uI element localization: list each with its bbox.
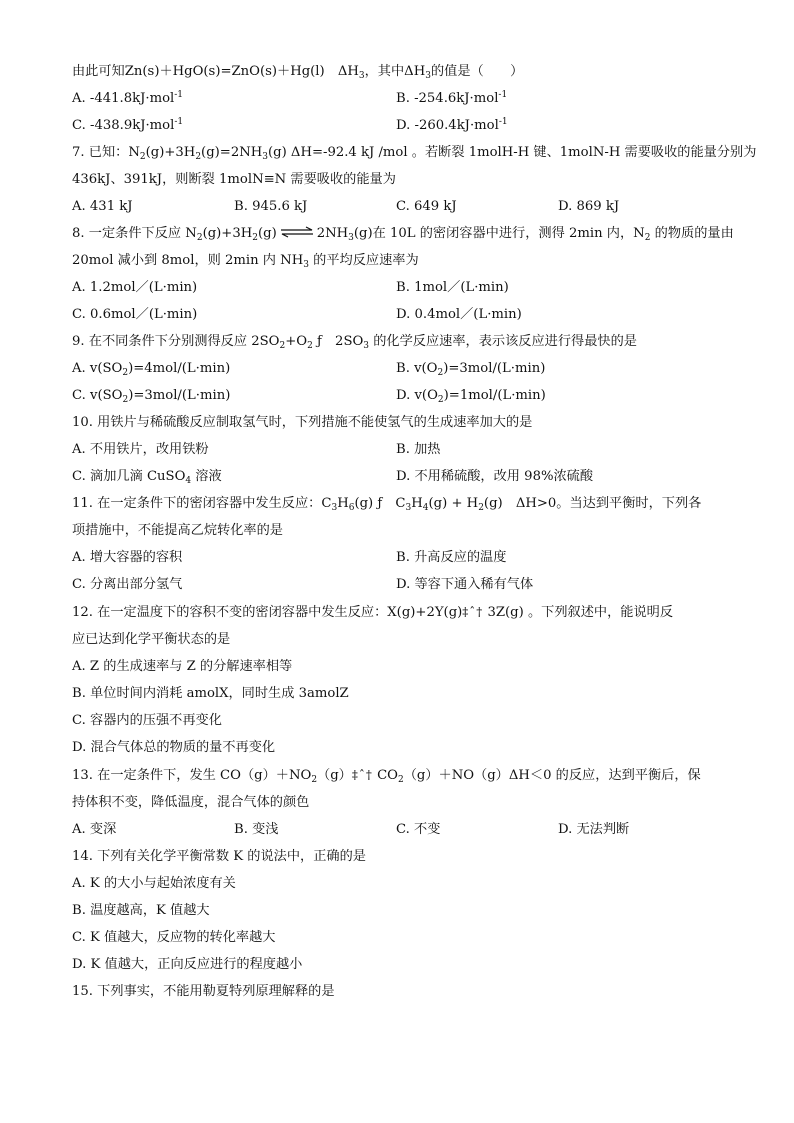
subscript: 2	[122, 368, 129, 378]
text-segment: CO	[372, 768, 398, 783]
text-segment: D. v(O	[396, 388, 438, 403]
text-segment: （g）	[317, 768, 352, 783]
q9-option-b[interactable]	[396, 355, 545, 382]
text-segment: 的平均反应速率为	[308, 253, 419, 268]
q8-option-b[interactable]: B. 1mol／(L·min)	[396, 280, 509, 295]
text-segment: H	[337, 496, 349, 511]
q8-stem-line-2	[72, 247, 722, 274]
text-segment: (g) + H	[428, 496, 479, 511]
q10-option-b[interactable]: B. 加热	[396, 442, 441, 457]
q13-option-b[interactable]: B. 变浅	[234, 822, 279, 837]
q9-options-row-2	[72, 382, 722, 409]
subscript: 2	[252, 233, 258, 243]
q14-stem: 14. 下列有关化学平衡常数 K 的说法中，正确的是	[72, 849, 366, 864]
text-segment: )=1mol/(L·min)	[443, 388, 546, 403]
q12-option-d[interactable]: D. 混合气体总的物质的量不再变化	[72, 740, 276, 755]
superscript: -1	[174, 90, 184, 100]
text-segment: A. v(SO	[72, 361, 123, 376]
q6-options-row-2	[72, 112, 722, 139]
text-segment: (g)在 10L 的密闭容器中进行，测得 2min 内，N	[353, 226, 645, 241]
text-segment: 11. 在一定条件下的密闭容器中发生反应：C	[72, 496, 332, 511]
q13-option-c[interactable]: C. 不变	[396, 822, 441, 837]
q10-option-c[interactable]	[72, 463, 222, 490]
q12-option-b[interactable]: B. 单位时间内消耗 amolX，同时生成 3amolZ	[72, 686, 349, 701]
text-segment: 3Z(g) 。下列叙述中，能说明反	[483, 605, 674, 620]
q12-option-a[interactable]: A. Z 的生成速率与 Z 的分解速率相等	[72, 659, 293, 674]
text-segment: 2NH	[316, 226, 349, 241]
q7-stem-line-1	[72, 139, 757, 166]
subscript: 4	[422, 503, 429, 513]
q13-option-a[interactable]: A. 变深	[72, 822, 117, 837]
q7-stem-line-2: 436kJ、391kJ，则断裂 1molN≡N 需要吸收的能量为	[72, 172, 396, 187]
superscript: -1	[498, 117, 508, 127]
q6-option-a[interactable]	[72, 85, 183, 112]
text-segment: (g)+3H	[202, 226, 253, 241]
subscript: 6	[348, 503, 355, 513]
q10-option-d[interactable]: D. 不用稀硫酸，改用 98%浓硫酸	[396, 469, 594, 484]
subscript: 3	[348, 233, 354, 243]
subscript: 3	[303, 260, 309, 270]
q11-option-a[interactable]: A. 增大容器的容积	[72, 550, 183, 565]
q9-option-a[interactable]	[72, 355, 230, 382]
subscript: 2	[307, 341, 313, 351]
text-segment: (g)=2NH	[201, 145, 263, 160]
text-segment: 20mol 减小到 8mol，则 2min 内 NH	[72, 253, 304, 268]
q8-option-a[interactable]: A. 1.2mol／(L·min)	[72, 280, 198, 295]
text-segment: B. v(O	[396, 361, 438, 376]
q13-stem-line-1	[72, 761, 722, 789]
subscript: 3	[358, 71, 365, 81]
subscript: 4	[185, 476, 192, 486]
q8-options-row-2	[72, 301, 722, 328]
q14-option-b[interactable]: B. 温度越高，K 值越大	[72, 903, 210, 918]
q9-options-row-1	[72, 355, 722, 382]
subscript: 2	[311, 775, 318, 785]
q8-option-c[interactable]: C. 0.6mol／(L·min)	[72, 307, 198, 322]
q12-stem-line-2: 应已达到化学平衡状态的是	[72, 632, 231, 647]
text-segment: ƒ 2SO	[312, 334, 364, 349]
subscript: 2	[437, 395, 444, 405]
subscript: 2	[279, 341, 286, 351]
q6-stem-tail	[72, 58, 722, 85]
text-segment: +O	[285, 334, 308, 349]
text-segment: 7. 已知：N	[72, 145, 140, 160]
q14-option-a[interactable]: A. K 的大小与起始浓度有关	[72, 876, 236, 891]
q15-stem: 15. 下列事实，不能用勒夏特列原理解释的是	[72, 984, 335, 999]
q10-option-a[interactable]: A. 不用铁片，改用铁粉	[72, 442, 209, 457]
subscript: 2	[478, 503, 484, 513]
text-segment: (g) ΔH=-92.4 kJ /mol 。若断裂 1molH-H 键、1molN-H 需要吸收的能量分别为	[268, 145, 757, 160]
text-segment: 12. 在一定温度下的容积不变的密闭容器中发生反应：X(g)+2Y(g)	[72, 605, 463, 620]
text-segment: )=3mol/(L·min)	[443, 361, 546, 376]
text-segment: 的物质的量由	[650, 226, 734, 241]
text-segment: H	[411, 496, 423, 511]
subscript: 3	[405, 503, 412, 513]
q7-options-row	[72, 193, 722, 220]
q11-option-d[interactable]: D. 等容下通入稀有气体	[396, 577, 534, 592]
q10-stem: 10. 用铁片与稀硫酸反应制取氢气时，下列措施不能使氢气的生成速率加大的是	[72, 415, 533, 430]
subscript: 2	[122, 395, 129, 405]
q7-option-c[interactable]: C. 649 kJ	[396, 199, 457, 214]
subscript: 2	[196, 233, 203, 243]
q9-option-c[interactable]	[72, 382, 230, 409]
text-segment: )=3mol/(L·min)	[128, 388, 231, 403]
superscript: -1	[174, 117, 184, 127]
text-segment: (g)+3H	[145, 145, 196, 160]
text-segment: ，其中ΔH	[364, 64, 426, 79]
q6-options-row-1	[72, 85, 722, 112]
subscript: 3	[425, 71, 431, 81]
subscript: 2	[644, 233, 651, 243]
q7-option-d[interactable]: D. 869 kJ	[558, 199, 620, 214]
q7-option-b[interactable]: B. 945.6 kJ	[234, 199, 308, 214]
q8-stem-line-1	[72, 220, 734, 247]
q11-stem-line-2: 项措施中，不能提高乙烷转化率的是	[72, 523, 283, 538]
text-segment: C. -438.9kJ·mol	[72, 118, 175, 133]
subscript: 2	[139, 152, 146, 162]
text-segment: A. -441.8kJ·mol	[72, 91, 175, 106]
text-segment: (g) ΔH>0。当达到平衡时，下列各	[483, 496, 702, 511]
text-segment: 8. 一定条件下反应 N	[72, 226, 197, 241]
subscript: 3	[331, 503, 338, 513]
subscript: 2	[195, 152, 202, 162]
text-segment: C. v(SO	[72, 388, 123, 403]
text-segment: C. 滴加几滴 CuSO	[72, 469, 186, 484]
text-segment: )=4mol/(L·min)	[128, 361, 231, 376]
text-segment: D. -260.4kJ·mol	[396, 118, 499, 133]
q9-stem	[72, 328, 722, 355]
text-segment: 的化学反应速率，表示该反应进行得最快的是	[369, 334, 637, 349]
subscript: 2	[437, 368, 444, 378]
q6-option-c[interactable]	[72, 112, 183, 139]
garbled-equilibrium-symbol: ‡ˆ†	[351, 768, 373, 782]
q13-stem-line-2: 持体积不变，降低温度，混合气体的颜色	[72, 795, 310, 810]
q7-option-a[interactable]: A. 431 kJ	[72, 199, 133, 214]
q11-stem-line-1	[72, 490, 722, 517]
q13-options-row	[72, 816, 722, 843]
q10-options-row-1	[72, 436, 722, 463]
q11-options-row-1	[72, 544, 722, 571]
q13-option-d[interactable]: D. 无法判断	[558, 822, 630, 837]
q9-option-d[interactable]	[396, 382, 546, 409]
q14-option-c[interactable]: C. K 值越大，反应物的转化率越大	[72, 930, 276, 945]
text-segment: (g) ƒ C	[354, 496, 406, 511]
superscript: -1	[498, 90, 508, 100]
exam-page	[72, 58, 757, 1005]
text-segment: B. -254.6kJ·mol	[396, 91, 499, 106]
q11-option-b[interactable]: B. 升高反应的温度	[396, 550, 507, 565]
text-segment: 的值是（ ）	[430, 64, 524, 79]
q8-option-d[interactable]: D. 0.4mol／(L·min)	[396, 307, 522, 322]
text-segment: 溶液	[191, 469, 222, 484]
text-segment: 由此可知Zn(s)＋HgO(s)=ZnO(s)＋Hg(l) ΔH	[72, 64, 359, 79]
q12-option-c[interactable]: C. 容器内的压强不再变化	[72, 713, 222, 728]
q8-options-row-1	[72, 274, 722, 301]
text-segment: 13. 在一定条件下，发生 CO（g）＋NO	[72, 768, 312, 783]
text-segment: 9. 在不同条件下分别测得反应 2SO	[72, 334, 280, 349]
garbled-equilibrium-symbol: ‡ˆ†	[462, 605, 484, 619]
q6-option-b[interactable]	[396, 85, 507, 112]
subscript: 3	[363, 341, 370, 351]
q14-option-d[interactable]: D. K 值越大，正向反应进行的程度越小	[72, 957, 303, 972]
q6-option-d[interactable]	[396, 112, 508, 139]
q10-options-row-2	[72, 463, 722, 490]
equilibrium-arrow-icon	[280, 226, 314, 238]
text-segment: (g)	[257, 226, 277, 241]
subscript: 3	[262, 152, 268, 162]
q11-option-c[interactable]: C. 分离出部分氢气	[72, 577, 183, 592]
subscript: 2	[397, 775, 404, 785]
q12-stem-line-1	[72, 598, 722, 626]
text-segment: （g）＋NO（g）ΔH＜0 的反应，达到平衡后，保	[403, 768, 701, 783]
q11-options-row-2	[72, 571, 722, 598]
